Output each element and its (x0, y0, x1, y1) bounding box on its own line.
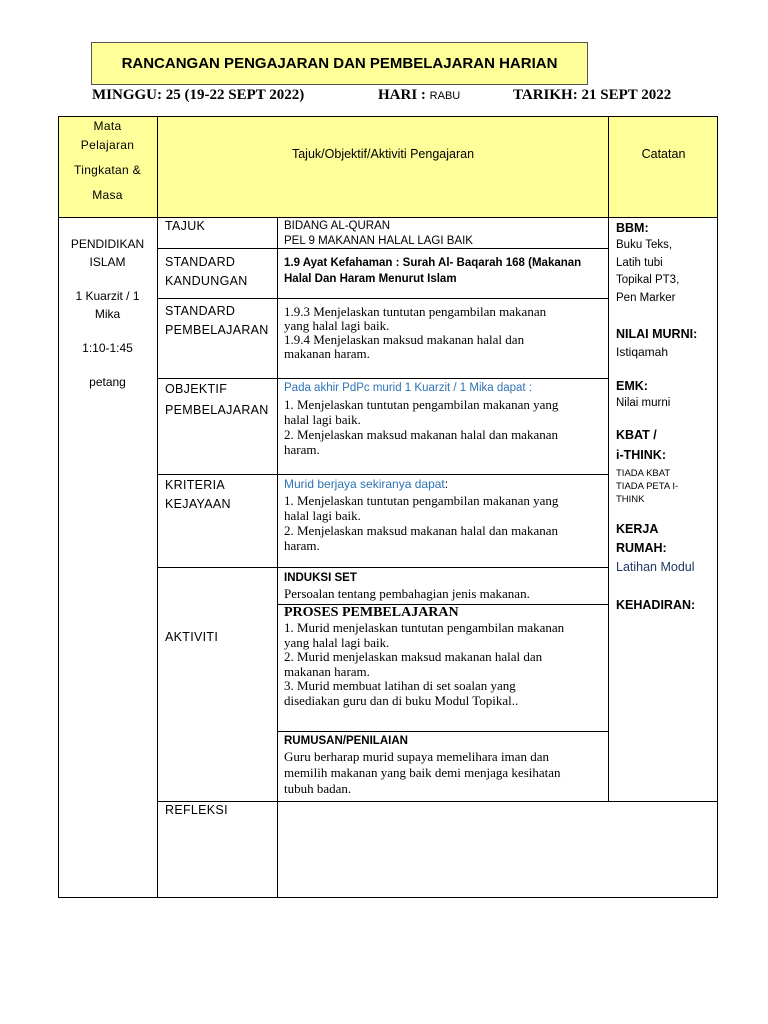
tajuk-content (284, 219, 473, 248)
standard-kandungan-content (284, 255, 581, 287)
content-line: disediakan guru dan di buku Modul Topikal.. (284, 692, 519, 708)
induksi-heading: INDUKSI SET (284, 572, 357, 584)
induksi-section (284, 571, 530, 602)
label-line: OBJEKTIF (165, 382, 228, 396)
document-title: RANCANGAN PENGAJARAN DAN PEMBELAJARAN HARIAN (91, 42, 588, 85)
nilai-heading: NILAI MURNI: (616, 327, 698, 341)
content-line: memilih makanan yang baik demi menjaga kesihatan (284, 765, 561, 780)
kerja-heading-line: KERJA (616, 522, 659, 536)
kriteria-list (284, 493, 558, 553)
catatan-content (616, 219, 716, 614)
label-line: PEMBELAJARAN (165, 323, 269, 337)
label-line: KANDUNGAN (165, 274, 248, 288)
kbat-heading-line: KBAT / (616, 428, 657, 442)
kbat-item: TIADA PETA I- (616, 481, 679, 492)
content-line: PEL 9 MAKANAN HALAL LAGI BAIK (284, 234, 473, 247)
time-period: petang (89, 375, 126, 389)
objektif-content (284, 380, 558, 457)
induksi-text: Persoalan tentang pembahagian jenis makanan. (284, 586, 530, 601)
label-kriteria (165, 476, 231, 514)
content-line: 1.9.4 Menjelaskan maksud makanan halal dan (284, 332, 525, 347)
class-name: 1 Kuarzit / 1 (75, 289, 140, 303)
divider (157, 298, 609, 299)
bbm-item: Topikal PT3, (616, 274, 680, 286)
content-line: halal lagi baik. (284, 508, 361, 523)
hari-value: RABU (429, 90, 461, 102)
tarikh-text: TARIKH: 21 SEPT 2022 (513, 87, 672, 103)
header-line: Mata (93, 119, 122, 133)
content-line: 2. Menjelaskan maksud makanan halal dan makanan (284, 523, 558, 538)
content-line: makanan haram. (284, 346, 370, 361)
kriteria-content (284, 476, 558, 553)
kehadiran-label: KEHADIRAN: (616, 598, 696, 612)
label-line: KEJAYAAN (165, 497, 231, 511)
kerja-rumah-heading (616, 520, 716, 558)
content-line: 1.9 Ayat Kefahaman : Surah Al- Baqarah 168 (Makanan (284, 257, 582, 269)
standard-pembelajaran-content (284, 305, 546, 361)
content-line: 1.9.3 Menjelaskan tuntutan pengambilan makanan (284, 304, 547, 319)
content-line: yang halal lagi baik. (284, 634, 390, 650)
content-line: haram. (284, 538, 320, 553)
label-standard-pembelajaran (165, 302, 269, 340)
divider (608, 116, 609, 801)
kriteria-intro-colon: : (444, 477, 449, 491)
header-line: Masa (92, 188, 123, 202)
kriteria-intro-text: Murid berjaya sekiranya dapat (284, 477, 445, 491)
emk-value: Nilai murni (616, 397, 671, 409)
subject-name: PENDIDIKAN (70, 237, 145, 251)
label-line: STANDARD (165, 255, 236, 269)
kerja-rumah-value: Latihan Modul (616, 560, 695, 574)
subject-name: ISLAM (89, 255, 126, 269)
content-line: Halal Dan Haram Menurut Islam (284, 273, 457, 285)
time-slot: 1:10-1:45 (82, 341, 133, 355)
divider (58, 217, 718, 218)
label-line: STANDARD (165, 304, 236, 318)
content-line: 1. Murid menjelaskan tuntutan pengambilan makanan (284, 620, 565, 635)
content-line: haram. (284, 442, 320, 457)
label-line: KRITERIA (165, 478, 226, 492)
bbm-item: Latih tubi (616, 256, 663, 269)
divider (157, 474, 609, 475)
proses-section (284, 604, 564, 708)
class-name: Mika (94, 307, 121, 321)
label-standard-kandungan (165, 253, 248, 291)
rumusan-section (284, 734, 561, 797)
kerja-heading-line: RUMAH: (616, 541, 667, 555)
content-line: Guru berharap murid supaya memelihara iman dan (284, 749, 549, 764)
kbat-item: TIADA KBAT (616, 468, 671, 479)
refleksi-content[interactable] (278, 802, 717, 897)
kbat-list (616, 467, 716, 506)
label-refleksi: REFLEKSI (165, 803, 228, 817)
label-tajuk: TAJUK (165, 219, 206, 233)
kbat-heading-line: i-THINK: (616, 448, 666, 462)
divider (277, 731, 609, 732)
bbm-item: Pen Marker (616, 291, 676, 304)
nilai-value: Istiqamah (616, 345, 669, 359)
label-objektif (165, 380, 269, 420)
emk-heading: EMK: (616, 379, 648, 393)
content-line: 1. Menjelaskan tuntutan pengambilan makanan yang (284, 493, 559, 508)
header-mata-pelajaran (58, 117, 157, 205)
bbm-list (616, 237, 716, 307)
header-catatan: Catatan (641, 147, 686, 161)
content-line: 1. Menjelaskan tuntutan pengambilan makanan yang (284, 397, 559, 412)
kbat-heading (616, 425, 716, 465)
header-line: Pelajaran (80, 138, 135, 152)
hari-label: HARI : (378, 87, 426, 103)
content-line: 2. Murid menjelaskan maksud makanan halal dan (284, 649, 543, 664)
content-line: tubuh badan. (284, 781, 352, 796)
divider (157, 248, 609, 249)
content-line: yang halal lagi baik. (284, 318, 390, 333)
content-line: 2. Menjelaskan maksud makanan halal dan makanan (284, 427, 558, 442)
header-tajuk-objektif: Tajuk/Objektif/Aktiviti Pengajaran (291, 147, 475, 161)
rumusan-list (284, 749, 561, 797)
minggu-text: MINGGU: 25 (19-22 SEPT 2022) (92, 87, 305, 103)
content-line: 3. Murid membuat latihan di set soalan yang (284, 678, 516, 693)
bbm-item: Buku Teks, (616, 239, 673, 251)
content-line: makanan haram. (284, 663, 370, 679)
kriteria-intro (284, 476, 558, 493)
divider (277, 217, 278, 898)
proses-list (284, 621, 564, 708)
header-line: Tingkatan & (74, 163, 141, 177)
label-aktiviti: AKTIVITI (165, 630, 219, 644)
label-line: PEMBELAJARAN (165, 403, 269, 417)
subject-info (58, 235, 157, 391)
divider (157, 116, 158, 898)
rumusan-heading: RUMUSAN/PENILAIAN (284, 735, 408, 747)
bbm-heading: BBM: (616, 221, 649, 235)
proses-heading: PROSES PEMBELAJARAN (284, 605, 459, 620)
kbat-item: THINK (616, 494, 645, 505)
content-line: BIDANG AL-QURAN (284, 220, 391, 232)
objektif-list (284, 397, 558, 457)
content-line: halal lagi baik. (284, 412, 361, 427)
objektif-intro: Pada akhir PdPc murid 1 Kuarzit / 1 Mika dapat : (284, 382, 533, 394)
divider (157, 378, 609, 379)
divider (157, 567, 609, 568)
